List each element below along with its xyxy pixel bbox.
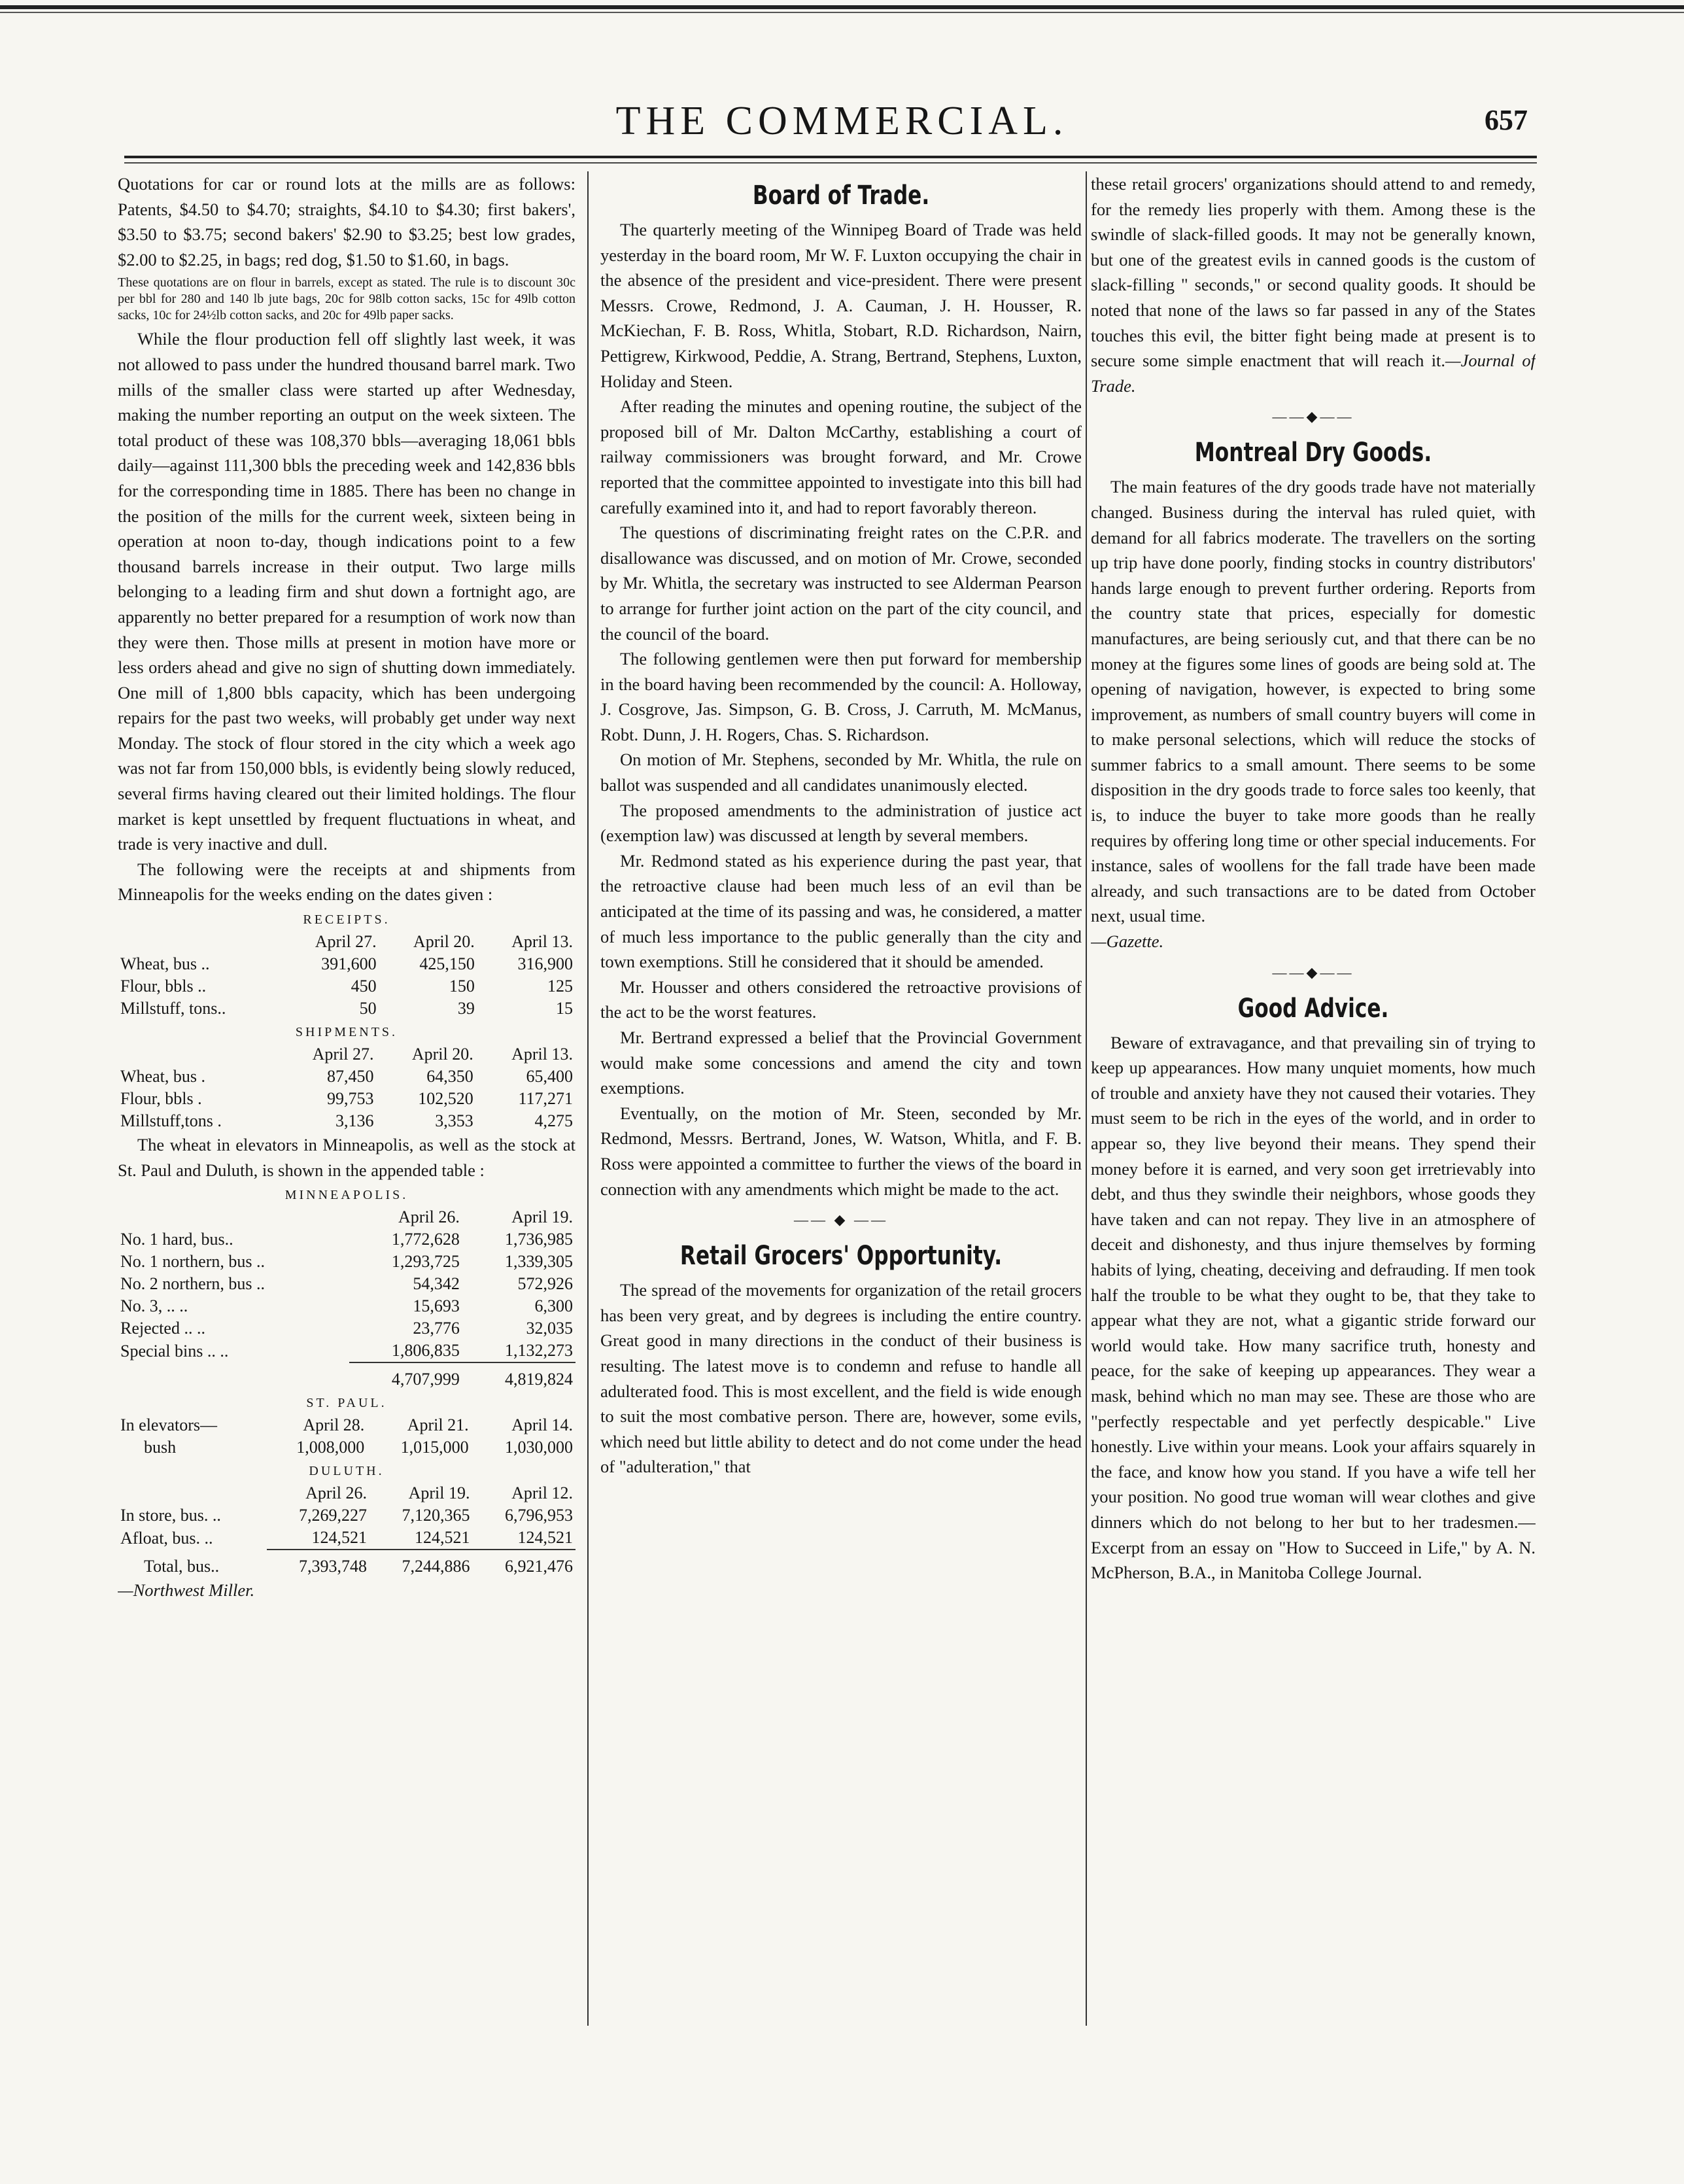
minneapolis-title: MINNEAPOLIS. — [284, 1188, 409, 1203]
table-cell: 7,244,886 — [369, 1550, 472, 1578]
table-cell: 1,806,835 — [391, 1341, 460, 1361]
table-header-row — [118, 931, 576, 953]
table-row — [118, 1273, 576, 1295]
table-cell: 572,926 — [517, 1274, 573, 1294]
table-cell: 7,393,748 — [267, 1550, 369, 1578]
masthead-title: THE COMMERCIAL. — [615, 99, 1069, 143]
section-separator: —— ◆ —— — [794, 1211, 888, 1228]
table-cell: 7,269,227 — [299, 1506, 368, 1525]
article-paragraph: The proposed amendments to the administration of justice act (exemption law) was discussed at length by several members. — [600, 800, 1082, 846]
table-cell: 1,015,000 — [400, 1438, 469, 1457]
column-header: April 20. — [411, 1045, 473, 1064]
row-label: Total, bus.. — [144, 1556, 220, 1576]
gazette-signature: —Gazette. — [1091, 931, 1164, 952]
table-cell: 391,600 — [321, 954, 377, 974]
board-of-trade-heading: Board of Trade. — [752, 181, 930, 211]
table-header-row — [118, 1482, 576, 1504]
article-paragraph: The spread of the movements for organization of the retail grocers has been very great, and by degrees is including the entire country. Great good in many directions in the conduct of their business is resulting. The latest move is to condemn and refuse to handle all adulterated food. This is most excellent, and the field is wide enough to suit the most combative person. There are, however, some evils, which need but little ability to detect and do not come under the head of "adulteration," that — [600, 1280, 1082, 1477]
article-paragraph — [1091, 171, 1536, 398]
row-label: Wheat, bus .. — [120, 954, 210, 974]
table-row — [118, 1436, 576, 1459]
article-paragraph: The quarterly meeting of the Winnipeg Board of Trade was held yesterday in the board room, Mr W. F. Luxton occupying the chair in the absence of the president and vice-president. There were present Messrs. Crowe, Redmond, J. A. Cauman, J. H. Housser, R. McKiechan, F. B. Ross, Whitla, Stobart, R.D. Richardson, Nairn, Pettigrew, Kirkwood, Peddie, A. Strang, Bertrand, Stephens, Luxton, Holiday and Steen. — [600, 220, 1082, 391]
table-cell: 15,693 — [413, 1296, 460, 1316]
column-header: April 20. — [413, 932, 475, 952]
column-divider-2 — [1086, 171, 1087, 2026]
table-header-row — [118, 1206, 576, 1228]
row-label: No. 2 northern, bus .. — [120, 1274, 265, 1294]
quotations-note: These quotations are on flour in barrels, except as stated. The rule is to discount 30c per bbl for 280 and 140 lb jute bags, 20c for 98lb cotton sacks, 15c for 49lb cotton sacks, 10c for 24½lb cotton sacks, and 20c for 49lb paper sacks. — [118, 275, 576, 323]
table-cell: 39 — [457, 999, 475, 1018]
table-cell: 4,275 — [534, 1111, 573, 1131]
table-total-row — [118, 1550, 576, 1578]
table-cell: 450 — [351, 977, 377, 996]
column-header: April 13. — [511, 1045, 573, 1064]
table-row — [118, 1251, 576, 1273]
row-label: Afloat, bus. .. — [120, 1528, 213, 1548]
table-cell: 1,736,985 — [505, 1230, 573, 1249]
elevators-intro-paragraph: The wheat in elevators in Minneapolis, as well as the stock at St. Paul and Duluth, is shown in the appended table : — [118, 1135, 576, 1180]
table-cell: 1,030,000 — [505, 1438, 573, 1457]
section-separator: ——◆—— — [1272, 408, 1354, 425]
table-cell: 102,520 — [418, 1089, 473, 1109]
table-cell: 7,120,365 — [402, 1506, 470, 1525]
table-cell: 99,753 — [327, 1089, 374, 1109]
column-header: April 19. — [408, 1483, 470, 1503]
article-paragraph: The following gentlemen were then put forward for membership in the board having been recommended by the council: A. Holloway, J. Cosgrove, Jas. Simpson, G. B. Cross, J. Carruth, M. McManus, Robt. Dunn, J. H. Rogers, Chas. S. Richardson. — [600, 649, 1082, 744]
table-cell: 1,293,725 — [391, 1252, 460, 1272]
receipts-intro-paragraph: The following were the receipts at and shipments from Minneapolis for the weeks ending on the dates given : — [118, 859, 576, 905]
table-cell: 6,796,953 — [505, 1506, 573, 1525]
top-border-rule-thin — [0, 12, 1684, 13]
montreal-dry-goods-heading: Montreal Dry Goods. — [1194, 438, 1432, 468]
duluth-title: DULUTH. — [309, 1464, 385, 1479]
stpaul-title: ST. PAUL. — [306, 1396, 387, 1411]
shipments-title: SHIPMENTS. — [295, 1025, 398, 1040]
article-text: these retail grocers' organizations should attend to and remedy, for the remedy lies properly with them. Among these is the swindle of slack-filled goods. It may not be generally known, but one of the greatest evils in canned goods is the custom of slack-filling " seconds," or second quality goods. It should be noted that none of the laws so far passed in any of the States touches this evil, the bitter fight being made at present is to secure some simple enactment that will reach it. — [1091, 174, 1536, 371]
article-paragraph: Mr. Housser and others considered the retroactive provisions of the act to be the worst features. — [600, 977, 1082, 1022]
article-paragraph: On motion of Mr. Stephens, seconded by Mr. Whitla, the rule on ballot was suspended and all candidates unanimously elected. — [600, 750, 1082, 795]
column-header: April 26. — [305, 1483, 368, 1503]
table-cell: 316,900 — [517, 954, 573, 974]
header-rule-thin — [124, 162, 1537, 164]
table-row — [118, 1295, 576, 1317]
article-paragraph: Mr. Redmond stated as his experience during the past year, that the retroactive clause had been much less of an evil than be anticipated at the time of its passing and was, he considered, a matter of much less importance to the public generally than the city and town exemptions. Still he considered that it should be amended. — [600, 850, 1082, 972]
table-cell: 15 — [556, 999, 573, 1018]
table-cell: 3,136 — [335, 1111, 374, 1131]
article-paragraph: The questions of discriminating freight rates on the C.P.R. and disallowance was discussed, and on motion of Mr. Crowe, seconded by Mr. Whitla, the secretary was instructed to see Alderman Pearson to arrange for further joint action on the part of the city council, and the council of the board. — [600, 523, 1082, 644]
table-cell: 1,008,000 — [296, 1438, 365, 1457]
minneapolis-table — [118, 1206, 576, 1391]
article-paragraph: Eventually, on the motion of Mr. Steen, seconded by Mr. Redmond, Messrs. Bertrand, Jones, W. Watson, Whitla, and F. B. Ross were appointed a committee to further the views of the board in connection with any amendments which might be made to the act. — [600, 1103, 1082, 1199]
row-label: Rejected .. .. — [120, 1319, 205, 1338]
row-label: No. 1 hard, bus.. — [120, 1230, 233, 1249]
northwest-miller-signature: —Northwest Miller. — [118, 1580, 255, 1601]
column-header: April 27. — [312, 1045, 374, 1064]
table-cell: 54,342 — [413, 1274, 460, 1294]
column-header: April 13. — [511, 932, 573, 952]
column-header: April 21. — [407, 1415, 469, 1435]
row-label: bush — [144, 1438, 177, 1457]
table-cell: 425,150 — [419, 954, 475, 974]
row-label: Flour, bbls . — [120, 1089, 202, 1109]
row-label: In store, bus. .. — [120, 1506, 221, 1525]
table-cell: 124,521 — [311, 1528, 368, 1548]
table-row — [118, 997, 576, 1020]
article-paragraph: Mr. Bertrand expressed a belief that the Provincial Government would make some concessions and amend the city and town exemptions. — [600, 1028, 1082, 1098]
table-cell: 124,521 — [517, 1528, 573, 1548]
flour-production-paragraph: While the flour production fell off slightly last week, it was not allowed to pass under the hundred thousand barrel mark. Two mills of the smaller class were started up after Wednesday, making the number reporting an output on the week sixteen. The total product of these was 108,370 bbls—averaging 18,061 bbls daily—against 111,300 bbls the preceding week and 142,836 bbls for the corresponding time in 1885. There has been no change in the position of the mills for the current week, sixteen being in operation at noon to-day, though indications point to a few thousand barrels increase in their output. Two large mills belonging to a leading firm and shut down a fortnight ago, are apparently no better prepared for a resumption of work now than they were then. Those mills at present in motion have more or less orders ahead and give no sign of shutting down immediately. One mill of 1,800 bbls capacity, which has been undergoing repairs for the past two weeks, will probably get under way next Monday. The stock of flour stored in the city which a week ago was not far from 150,000 bbls, is evidently being slowly reduced, several firms having cleared out their limited holdings. The flour market is kept unsettled by frequent fluctuations in wheat, and trade is very inactive and dull. — [118, 329, 576, 854]
table-total-row — [118, 1362, 576, 1391]
row-label: Flour, bbls .. — [120, 977, 207, 996]
row-label: In elevators— — [120, 1415, 218, 1435]
table-cell: 32,035 — [526, 1319, 573, 1338]
column-header: April 14. — [511, 1415, 573, 1435]
column-header: April 19. — [511, 1207, 573, 1227]
table-header-row — [118, 1414, 576, 1436]
table-cell: 6,921,476 — [472, 1550, 576, 1578]
table-cell: 4,707,999 — [349, 1362, 462, 1391]
table-row — [118, 1340, 576, 1362]
column-2 — [600, 171, 1082, 2158]
table-row — [118, 1527, 576, 1550]
table-row — [118, 1110, 576, 1132]
table-row — [118, 1504, 576, 1527]
table-cell: 1,132,273 — [505, 1341, 573, 1361]
table-row — [118, 1317, 576, 1340]
table-cell: 1,772,628 — [391, 1230, 460, 1249]
table-cell: 87,450 — [327, 1067, 374, 1086]
row-label: Millstuff,tons . — [120, 1111, 222, 1131]
shipments-table — [118, 1043, 576, 1132]
table-cell: 65,400 — [526, 1067, 573, 1086]
table-cell: 1,339,305 — [505, 1252, 573, 1272]
table-cell: 50 — [359, 999, 377, 1018]
table-cell: 125 — [547, 977, 573, 996]
stpaul-table — [118, 1414, 576, 1459]
section-separator: ——◆—— — [1272, 963, 1354, 980]
table-cell: 4,819,824 — [462, 1362, 576, 1391]
table-cell: 3,353 — [435, 1111, 473, 1131]
row-label: No. 1 northern, bus .. — [120, 1252, 265, 1272]
table-cell: 23,776 — [413, 1319, 460, 1338]
row-label: Special bins .. .. — [120, 1341, 229, 1361]
journal-of-trade-signature: —Journal of Trade. — [1091, 351, 1536, 396]
table-row — [118, 953, 576, 975]
table-cell: 64,350 — [426, 1067, 473, 1086]
page-number: 657 — [1485, 104, 1528, 136]
column-3 — [1091, 171, 1536, 2158]
row-label: No. 3, .. .. — [120, 1296, 188, 1316]
table-row — [118, 975, 576, 997]
table-cell: 117,271 — [518, 1089, 573, 1109]
article-paragraph: Beware of extravagance, and that prevailing sin of trying to keep up appearances. How many unquiet moments, how much of trouble and anxiety have they not caused their votaries. They must seem to be rich in the eyes of the world, and in order to appear so, they live beyond their means. They spend their money before it is earned, and very soon get irretrievably into debt, and thus they swindle their neighbors, whose goods they have taken and can not repay. They live in an atmosphere of deceit and dishonesty, and thus injure themselves by forming habits of lying, cheating, deceiving and defrauding. If men took half the trouble to be what they ought to be, that they take to appear what they are not, what a gigantic stride forward our world would take. How many sacrifice truth, honesty and peace, for the sake of keeping up appearances. They wear a mask, behind which no man may see. These are those who are "perfectly respectable and yet perfectly despicable." Live honestly. Live within your means. Look your affairs squarely in the face, and know how you stand. If you have a wife tell her your position. No good true woman will wear clothes and give dinners which do not belong to her but to her tradesmen.—Excerpt from an essay on "How to Succeed in Life," by A. N. McPherson, B.A., in Manitoba College Journal. — [1091, 1032, 1536, 1583]
article-paragraph: After reading the minutes and opening routine, the subject of the proposed bill of Mr. Dalton McCarthy, establishing a court of railway commissioners was brought forward, and Mr. Crowe reported that the committee appointed to investigate into this bill had carefully examined into it, and had to report favorably thereon. — [600, 396, 1082, 517]
table-header-row — [118, 1043, 576, 1066]
column-header: April 26. — [398, 1207, 460, 1227]
column-divider-1 — [587, 171, 589, 2026]
row-label: Millstuff, tons.. — [120, 999, 226, 1018]
table-cell: 6,300 — [534, 1296, 573, 1316]
table-row — [118, 1088, 576, 1110]
receipts-table — [118, 931, 576, 1020]
table-cell: 124,521 — [414, 1528, 470, 1548]
row-label: Wheat, bus . — [120, 1067, 205, 1086]
retail-grocers-heading: Retail Grocers' Opportunity. — [679, 1241, 1003, 1272]
top-border-rule — [0, 5, 1684, 9]
receipts-title: RECEIPTS. — [303, 912, 390, 927]
column-header: April 28. — [303, 1415, 365, 1435]
column-header: April 12. — [511, 1483, 573, 1503]
column-header: April 27. — [315, 932, 377, 952]
good-advice-heading: Good Advice. — [1237, 993, 1389, 1024]
table-row — [118, 1228, 576, 1251]
table-cell: 150 — [449, 977, 475, 996]
article-paragraph: The main features of the dry goods trade have not materially changed. Business during the interval has ruled quiet, with demand for all fabrics moderate. The travellers on the sorting up trip have done poorly, finding stocks in country distributors' hands large enough to prevent further ordering. Reports from the country state that prices, especially for domestic manufactures, are being seriously cut, and that there can be no money at the figures some lines of goods are being sold at. The opening of navigation, however, is expected to bring some improvement, as numbers of small country buyers will come in to make personal selections, which will reduce the stocks of summer fabrics to a small amount. There seems to be some disposition in the dry goods trade to force sales too keenly, that is, to induce the buyer to take more goods than he really requires by offering long time or other special inducements. For instance, sales of woollens for the fall trade have been made already, and such transactions are to be dated from October next, usual time. — [1091, 477, 1536, 926]
table-row — [118, 1066, 576, 1088]
column-1 — [118, 171, 576, 2158]
header-rule — [124, 156, 1537, 158]
flour-quotations-paragraph: Quotations for car or round lots at the mills are as follows: Patents, $4.50 to $4.70; straights, $4.10 to $4.30; first bakers', $3.50 to $3.75; second bakers' $2.90 to $3.25; best low grades, $2.00 to $2.25, in bags; red dog, $1.50 to $1.60, in bags. — [118, 174, 576, 269]
duluth-table — [118, 1482, 576, 1578]
